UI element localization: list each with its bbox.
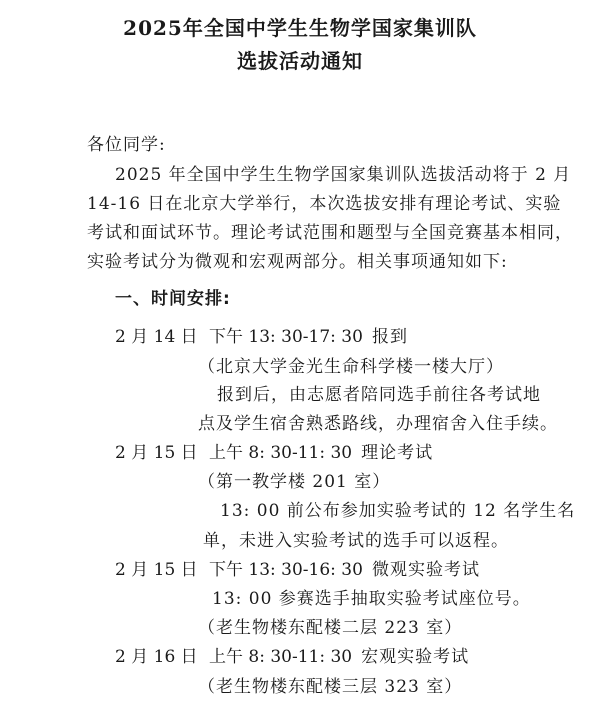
greeting: 各位同学: <box>87 135 166 155</box>
schedule-event: 报到 <box>371 327 408 347</box>
schedule-location: （第一教学楼 201 室） <box>198 472 391 492</box>
schedule-time: 上午 8: 30-11: 30 <box>209 443 353 463</box>
schedule-time: 下午 13: 30-17: 30 <box>209 327 363 347</box>
schedule-location: （北京大学金光生命科学楼一楼大厅） <box>198 357 504 377</box>
schedule-date: 2 月 15 日 <box>115 560 198 580</box>
document-title-line-2: 选拔活动通知 <box>237 49 363 73</box>
schedule-row <box>115 646 469 668</box>
intro-line: 14-16 日在北京大学举行，本次选拔安排有理论考试、实验 <box>87 194 562 214</box>
schedule-event: 宏观实验考试 <box>361 647 470 667</box>
schedule-location: （老生物楼东配楼三层 323 室） <box>198 677 463 697</box>
schedule-note: 报到后，由志愿者陪同选手前往各考试地 <box>217 385 541 405</box>
schedule-note: 13: 00 参赛选手抽取实验考试座位号。 <box>212 589 531 609</box>
section-heading: 一、时间安排: <box>115 289 231 309</box>
schedule-date: 2 月 16 日 <box>115 647 198 667</box>
intro-line: 实验考试分为微观和宏观两部分。相关事项通知如下: <box>87 252 508 272</box>
schedule-date: 2 月 14 日 <box>115 327 198 347</box>
schedule-time: 下午 13: 30-16: 30 <box>209 560 363 580</box>
schedule-row <box>115 559 480 581</box>
schedule-time: 上午 8: 30-11: 30 <box>209 647 353 667</box>
schedule-row <box>115 326 408 348</box>
schedule-note: 单，未进入实验考试的选手可以返程。 <box>203 531 509 551</box>
document-title-line-1: 2025年全国中学生生物学国家集训队 <box>123 16 477 40</box>
intro-line: 2025 年全国中学生生物学国家集训队选拔活动将于 2 月 <box>115 165 572 185</box>
schedule-event: 理论考试 <box>361 443 434 463</box>
schedule-event: 微观实验考试 <box>371 560 480 580</box>
schedule-location: （老生物楼东配楼二层 223 室） <box>198 618 463 638</box>
intro-line: 考试和面试环节。理论考试范围和题型与全国竞赛基本相同， <box>87 223 573 243</box>
schedule-date: 2 月 15 日 <box>115 443 198 463</box>
schedule-note: 13: 00 前公布参加实验考试的 12 名学生名 <box>220 501 576 521</box>
schedule-note: 点及学生宿舍熟悉路线，办理宿舍入住手续。 <box>198 414 558 434</box>
schedule-row <box>115 442 433 464</box>
